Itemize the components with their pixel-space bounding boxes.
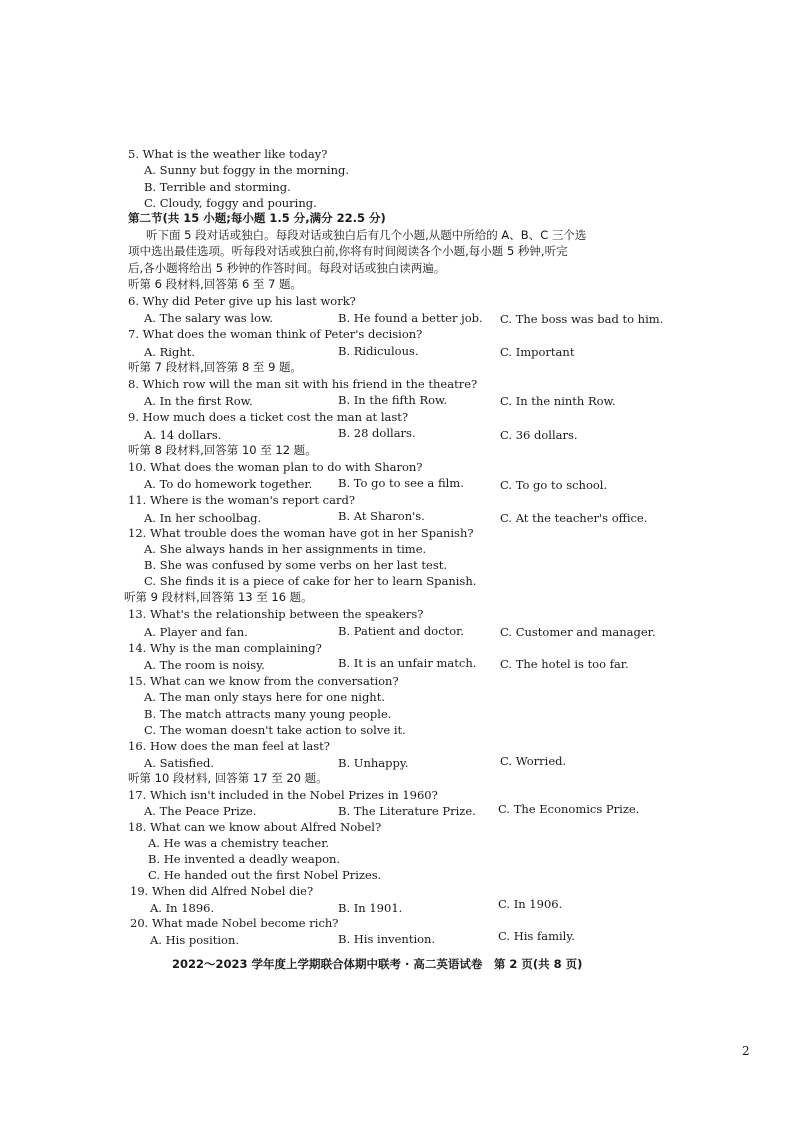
option-14c: C. The hotel is too far. [500, 657, 629, 671]
option-7c: C. Important [500, 345, 575, 359]
question-5: 5. What is the weather like today? [128, 147, 328, 161]
option-14b: B. It is an unfair match. [338, 656, 477, 670]
instructions-line-2: 项中选出最佳选项。听每段对话或独白前,你将有时间阅读各个小题,每小题 5 秒钟,听完 [128, 244, 568, 258]
option-17c: C. The Economics Prize. [498, 802, 640, 816]
option-20c: C. His family. [498, 929, 575, 943]
question-17: 17. Which isn't included in the Nobel Prizes in 1960? [128, 788, 438, 802]
option-10b: B. To go to see a film. [338, 476, 464, 490]
option-14a: A. The room is noisy. [144, 658, 265, 672]
option-16a: A. Satisfied. [144, 756, 215, 770]
option-5b: B. Terrible and storming. [144, 180, 291, 194]
option-20a: A. His position. [150, 933, 240, 947]
option-7a: A. Right. [144, 345, 195, 359]
question-7: 7. What does the woman think of Peter's decision? [128, 327, 423, 341]
option-18b: B. He invented a deadly weapon. [148, 852, 341, 866]
option-17a: A. The Peace Prize. [144, 804, 257, 818]
question-6: 6. Why did Peter give up his last work? [128, 294, 356, 308]
material-6-heading: 听第 6 段材料,回答第 6 至 7 题。 [128, 277, 303, 291]
option-5a: A. Sunny but foggy in the morning. [144, 163, 350, 177]
question-20: 20. What made Nobel become rich? [130, 916, 339, 930]
option-13b: B. Patient and doctor. [338, 624, 465, 638]
question-14: 14. Why is the man complaining? [128, 641, 322, 655]
instructions-line-1: 听下面 5 段对话或独白。每段对话或独白后有几个小题,从题中所给的 A、B、C 三个选 [146, 228, 587, 242]
question-18: 18. What can we know about Alfred Nobel? [128, 820, 382, 834]
option-19c: C. In 1906. [498, 897, 563, 911]
option-15c: C. The woman doesn't take action to solve it. [144, 723, 406, 737]
option-9b: B. 28 dollars. [338, 426, 416, 440]
question-11: 11. Where is the woman's report card? [128, 493, 355, 507]
option-17b: B. The Literature Prize. [338, 804, 476, 818]
option-19b: B. In 1901. [338, 901, 403, 915]
section-title: 第二节(共 15 小题;每小题 1.5 分,满分 22.5 分) [128, 211, 386, 225]
option-20b: B. His invention. [338, 932, 436, 946]
option-6a: A. The salary was low. [144, 311, 274, 325]
option-9c: C. 36 dollars. [500, 428, 578, 442]
option-8a: A. In the first Row. [144, 394, 253, 408]
option-15a: A. The man only stays here for one night. [144, 690, 385, 704]
material-9-heading: 听第 9 段材料,回答第 13 至 16 题。 [124, 590, 313, 604]
question-9: 9. How much does a ticket cost the man at last? [128, 410, 409, 424]
page-number: 2 [742, 1044, 750, 1058]
option-8c: C. In the ninth Row. [500, 394, 616, 408]
option-11c: C. At the teacher's office. [500, 511, 648, 525]
option-10a: A. To do homework together. [144, 477, 313, 491]
question-10: 10. What does the woman plan to do with Sharon? [128, 460, 423, 474]
question-12: 12. What trouble does the woman have got in her Spanish? [128, 526, 474, 540]
option-11b: B. At Sharon's. [338, 509, 425, 523]
option-10c: C. To go to school. [500, 478, 608, 492]
option-13c: C. Customer and manager. [500, 625, 656, 639]
option-6c: C. The boss was bad to him. [500, 312, 664, 326]
option-8b: B. In the fifth Row. [338, 393, 448, 407]
option-12a: A. She always hands in her assignments in time. [144, 542, 427, 556]
material-10-heading: 听第 10 段材料, 回答第 17 至 20 题。 [128, 771, 328, 785]
question-15: 15. What can we know from the conversation? [128, 674, 399, 688]
option-6b: B. He found a better job. [338, 311, 483, 325]
option-18c: C. He handed out the first Nobel Prizes. [148, 868, 382, 882]
material-7-heading: 听第 7 段材料,回答第 8 至 9 题。 [128, 360, 303, 374]
option-7b: B. Ridiculous. [338, 344, 419, 358]
option-16b: B. Unhappy. [338, 756, 409, 770]
option-18a: A. He was a chemistry teacher. [148, 836, 330, 850]
question-16: 16. How does the man feel at last? [128, 739, 330, 753]
option-15b: B. The match attracts many young people. [144, 707, 392, 721]
question-13: 13. What's the relationship between the speakers? [128, 607, 424, 621]
question-19: 19. When did Alfred Nobel die? [130, 884, 314, 898]
question-8: 8. Which row will the man sit with his friend in the theatre? [128, 377, 478, 391]
instructions-line-3: 后,各小题将给出 5 秒钟的作答时间。每段对话或独白读两遍。 [128, 261, 446, 275]
option-12c: C. She finds it is a piece of cake for her to learn Spanish. [144, 574, 477, 588]
option-12b: B. She was confused by some verbs on her last test. [144, 558, 448, 572]
option-11a: A. In her schoolbag. [144, 511, 262, 525]
page-footer: 2022～2023 学年度上学期联合体期中联考 · 高二英语试卷 第 2 页(共 8 页) [172, 957, 583, 971]
option-19a: A. In 1896. [150, 901, 215, 915]
option-9a: A. 14 dollars. [144, 428, 222, 442]
option-13a: A. Player and fan. [144, 625, 248, 639]
material-8-heading: 听第 8 段材料,回答第 10 至 12 题。 [128, 443, 317, 457]
option-16c: C. Worried. [500, 754, 567, 768]
option-5c: C. Cloudy, foggy and pouring. [144, 196, 317, 210]
